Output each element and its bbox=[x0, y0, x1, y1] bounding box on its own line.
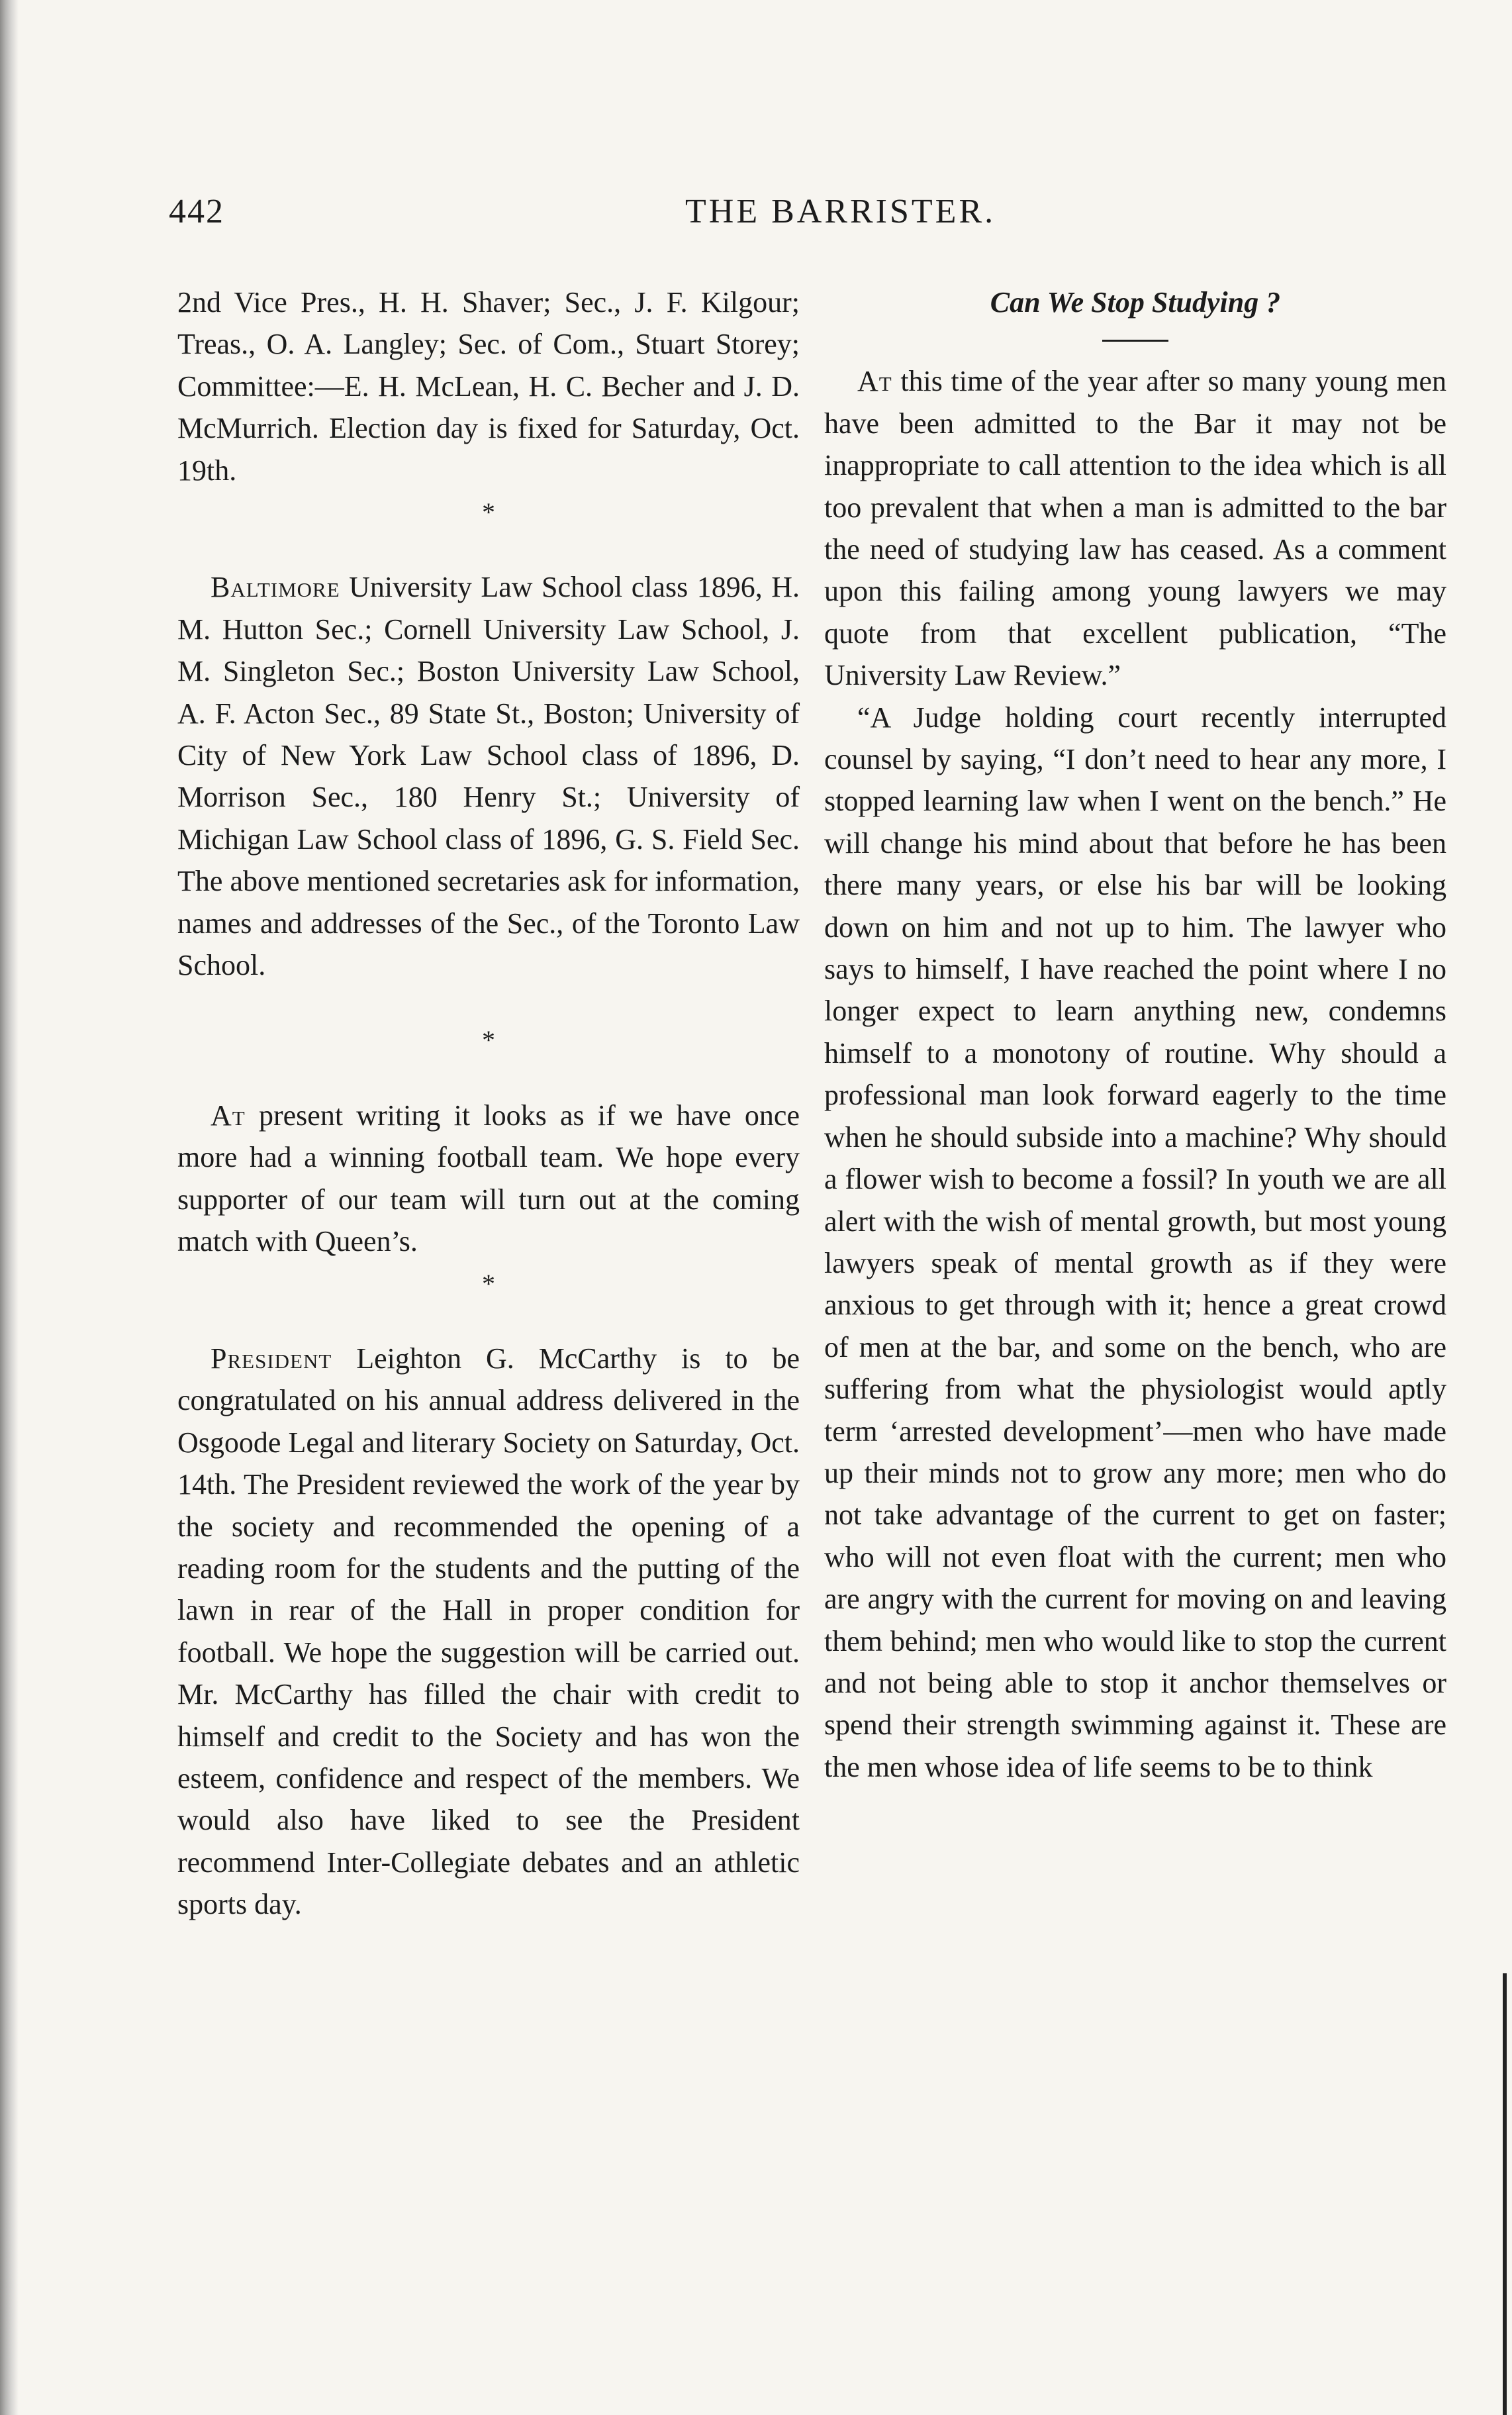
paragraph-football bbox=[177, 1095, 800, 1263]
right-column bbox=[824, 281, 1446, 1788]
lead-word: President bbox=[211, 1342, 332, 1375]
page-header bbox=[169, 192, 1473, 245]
paragraph-quote: “A Judge holding court recently interrupted counsel by saying, “I don’t need to hear any more, I stopped learning law when I went on the bench.” He will change his mind about that before he has been there many years, or else his bar will be looking down on him and not up to him. The lawyer who says to himself, I have reached the point where I no longer expect to learn anything new, condemns himself to a monotony of routine. Why should a professional man look forward eagerly to the time when he should subside into a machine? Why should a flower wish to become a fossil? In youth we are all alert with the wish of mental growth, but most young lawyers speak of mental growth as if they were anxious to get through with it; hence a great crowd of men at the bar, and some on the bench, who are suffering from what the physiologist would aptly term ‘arrested development’—men who have made up their minds not to grow any more; men who do not take advantage of the current to get on faster; who will not even float with the current; men who are angry with the current for moving on and leaving them behind; men who would like to stop the current and not being able to stop it anchor themselves or spend their strength swimming against it. These are the men whose idea of life seems to be to think bbox=[824, 701, 1446, 1783]
section-separator: * bbox=[482, 497, 495, 528]
paragraph-officers: 2nd Vice Pres., H. H. Shaver; Sec., J. F. Kilgour; Treas., O. A. Langley; Sec. of Com., Stuart Storey; Committee:—E. H. McLean, H. C. Becher and J. D. McMurrich. Election day is fixed for Saturday, Oct. 19th. bbox=[177, 286, 800, 487]
title-rule bbox=[1102, 340, 1168, 342]
paragraph-body: Leighton G. McCarthy is to be congratulated on his annual address delivered in the Osgoode Legal and literary Society on Saturday, Oct. 14th. The President reviewed the work of the year by the society and recommended the opening of a reading room for the students and the putting of the lawn in rear of the Hall in proper condition for football. We hope the suggestion will be carried out. Mr. McCarthy has filled the chair with credit to himself and credit to the Society and has won the esteem, confidence and respect of the members. We would also have liked to see the President recommend Inter-Collegiate debates and an athletic sports day. bbox=[177, 1342, 800, 1921]
lead-word: At bbox=[857, 365, 892, 398]
paragraph-intro bbox=[824, 360, 1446, 696]
paragraph-body: present writing it looks as if we have once more had a winning football team. We hope every supporter of our team will turn out at the coming match with Queen’s. bbox=[177, 1099, 800, 1258]
left-column bbox=[177, 281, 800, 1926]
article-title: Can We Stop Studying ? bbox=[990, 286, 1281, 319]
section-separator: * bbox=[482, 1268, 495, 1299]
running-title: THE BARRISTER. bbox=[685, 193, 996, 230]
paragraph-law-schools bbox=[177, 566, 800, 986]
page-number: 442 bbox=[169, 193, 224, 230]
lead-word: Baltimore bbox=[211, 571, 340, 604]
paragraph-body: University Law School class 1896, H. M. Hutton Sec.; Cornell University Law School, J. M. Singleton Sec.; Boston University Law School, A. F. Acton Sec., 89 State St., Boston; University of City of New York Law School class of 1896, D. Morrison Sec., 180 Henry St.; University of Michigan Law School class of 1896, G. S. Field Sec. The above mentioned secretaries ask for information, names and addresses of the Sec., of the Toronto Law School. bbox=[177, 571, 800, 982]
binding-edge bbox=[0, 0, 19, 2415]
paragraph-president bbox=[177, 1338, 800, 1926]
margin-rule bbox=[1503, 1973, 1507, 2415]
section-separator: * bbox=[482, 1025, 495, 1056]
lead-word: At bbox=[211, 1099, 246, 1132]
paragraph-body: this time of the year after so many young men have been admitted to the Bar it may not be inappropriate to call attention to the idea which is all too prevalent that when a man is admitted to the bar the need of studying law has ceased. As a comment upon this failing among young lawyers we may quote from that excellent publication, “The University Law Review.” bbox=[824, 365, 1446, 692]
